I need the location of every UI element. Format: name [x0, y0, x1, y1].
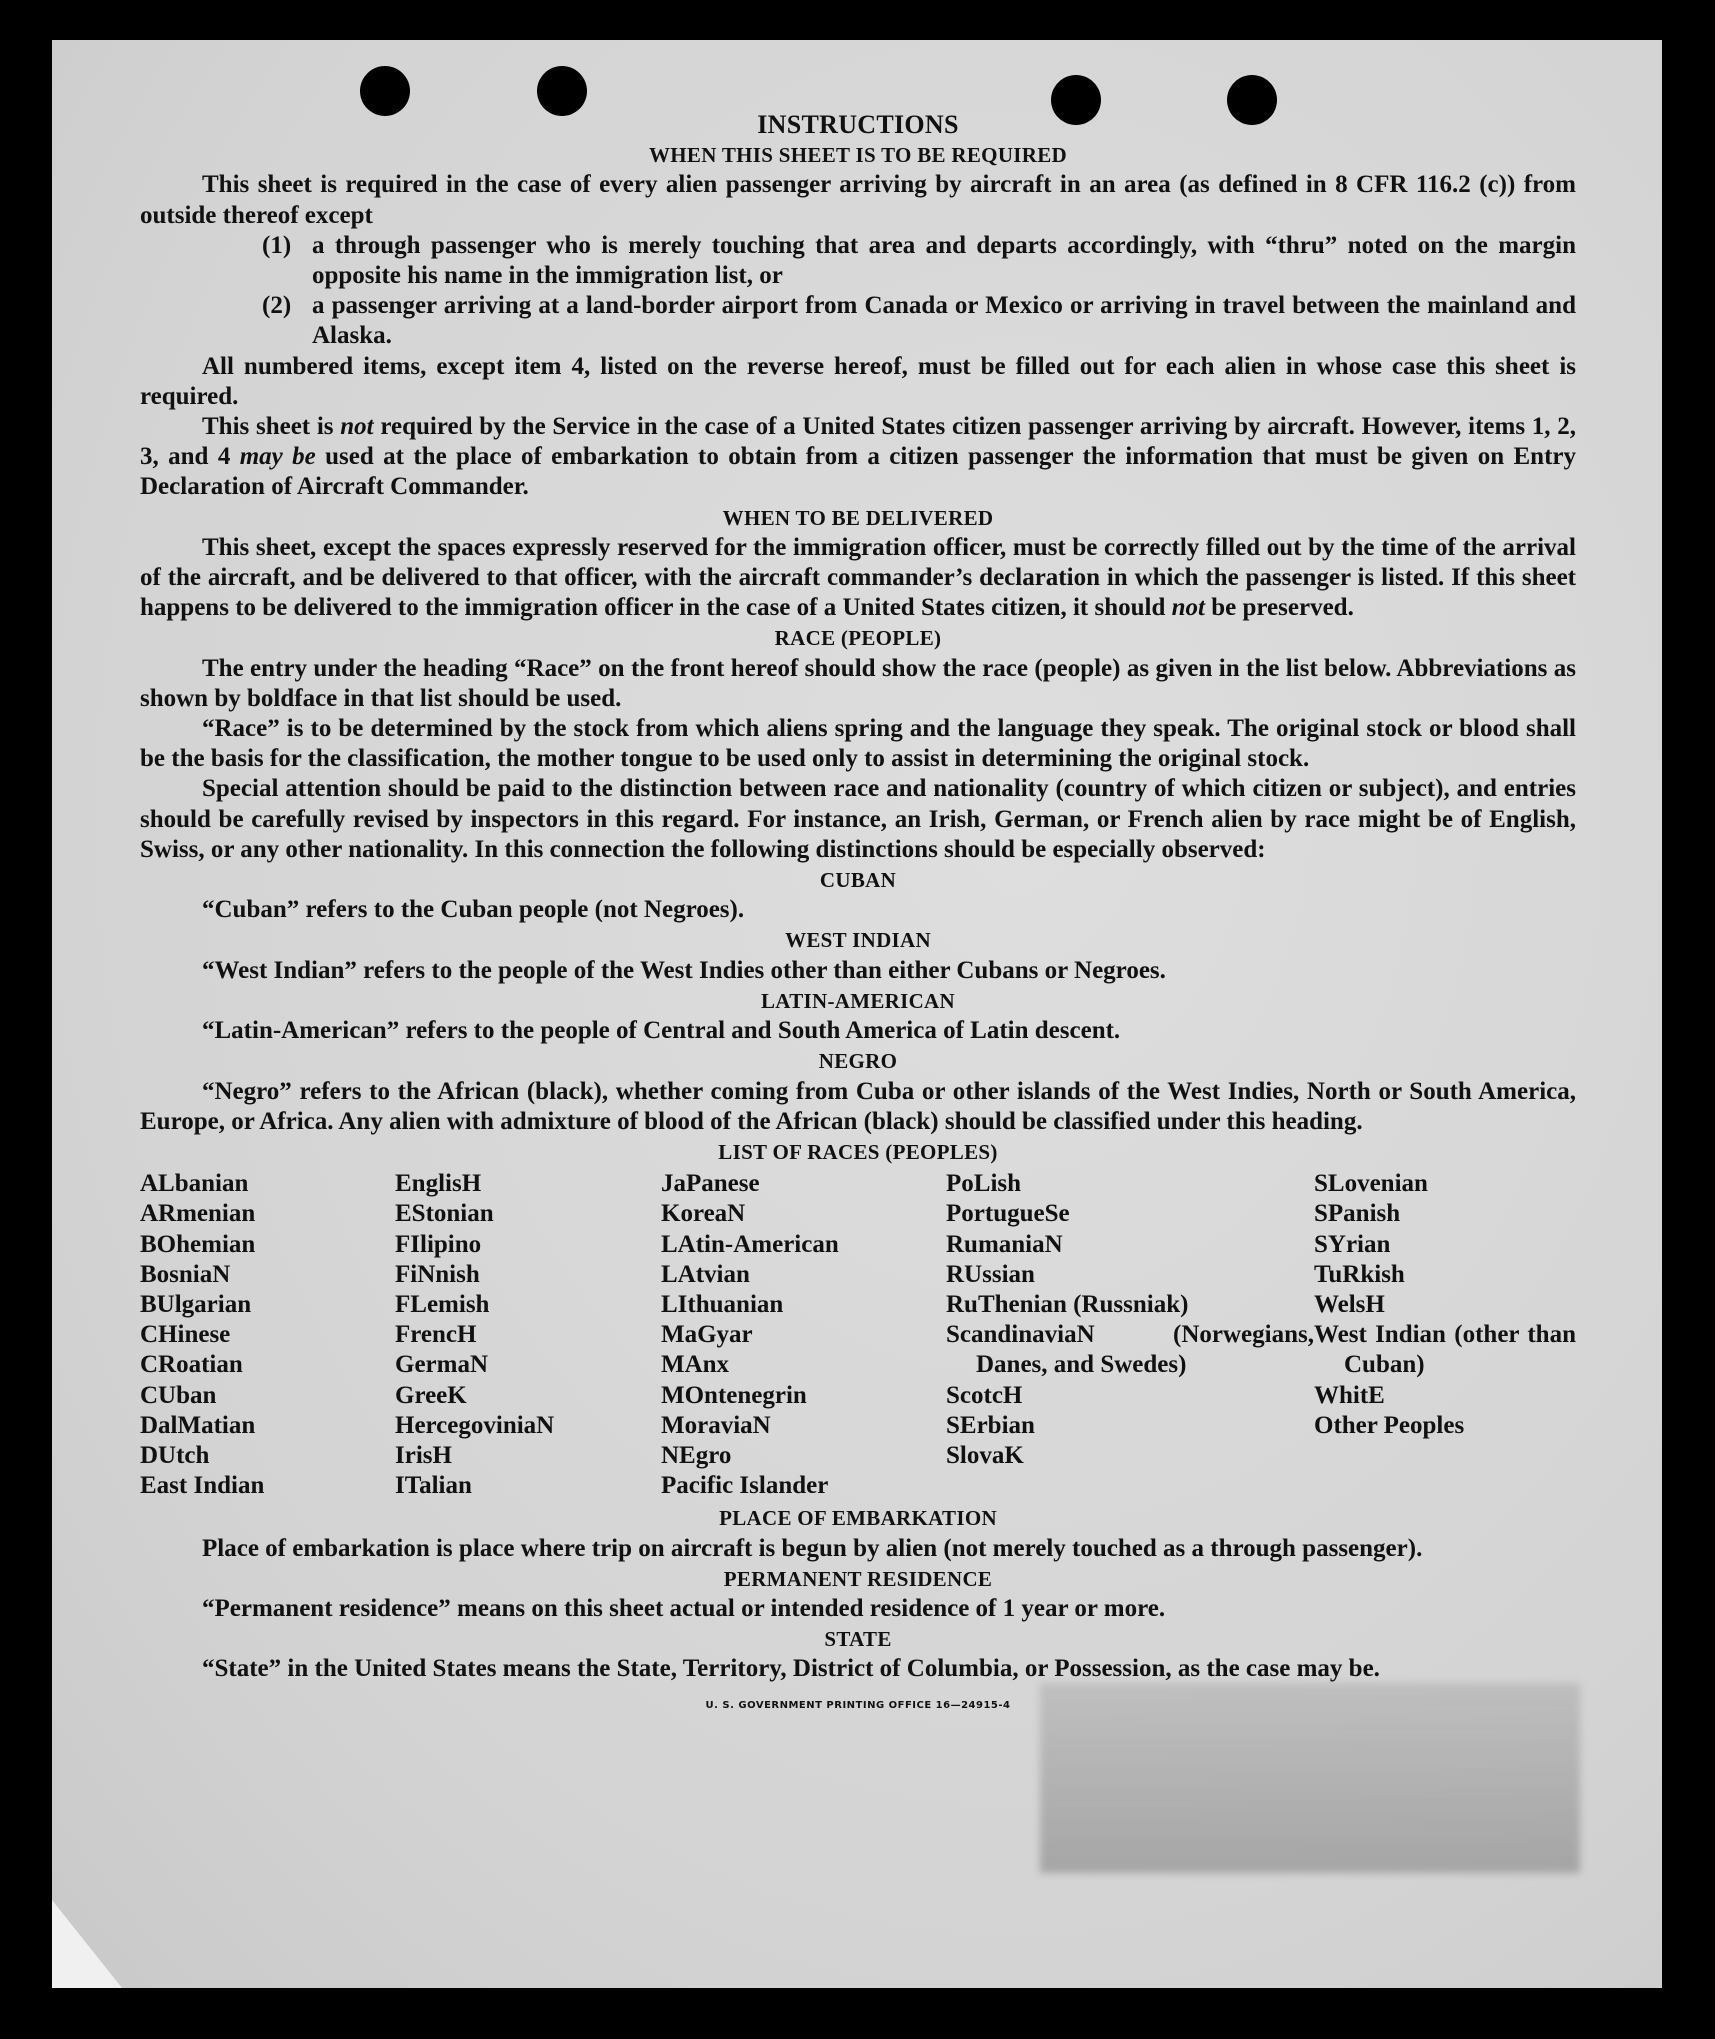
race-entry: FLemish: [395, 1290, 490, 1318]
list-item: [140, 231, 1576, 291]
paragraph: “Permanent residence” means on this sheet actual or intended residence of 1 year or more.: [202, 1594, 1166, 1622]
paragraph: Place of embarkation is place where trip on aircraft is begun by alien (not merely touched as a through passenger).: [202, 1534, 1423, 1562]
race-entry: RumaniaN: [946, 1230, 1063, 1258]
race-entry: FrencH: [395, 1321, 477, 1349]
race-entry: WelsH: [1314, 1290, 1385, 1318]
section-heading: STATE: [824, 1627, 892, 1652]
text: used at the place of embarkation to obtain from a citizen passenger the information that must be given on Entry Declaration of Aircraft Commander.: [140, 443, 1576, 501]
paragraph: “State” in the United States means the State, Territory, District of Columbia, or Possession, as the case may be.: [202, 1655, 1380, 1683]
races-column: [140, 1169, 395, 1501]
punch-hole: [537, 66, 587, 116]
emphasis: may be: [239, 443, 316, 471]
paragraph: This sheet is required in the case of every alien passenger arriving by aircraft in an area (as defined in 8 CFR 116.2 (c)) from outside thereof except: [140, 171, 1576, 229]
races-column: [661, 1169, 946, 1501]
race-entry: NEgro: [661, 1441, 732, 1469]
race-entry: West Indian (other than Cuban): [1314, 1321, 1576, 1379]
race-entry: IrisH: [395, 1441, 452, 1469]
page-title: INSTRUCTIONS: [757, 110, 959, 139]
printer-imprint: U. S. GOVERNMENT PRINTING OFFICE 16—24915-4: [705, 1699, 1011, 1711]
paragraph: [140, 412, 1576, 503]
race-entry: FIlipino: [395, 1230, 482, 1258]
race-entry: CRoatian: [140, 1351, 243, 1379]
section-heading: CUBAN: [819, 868, 897, 893]
paragraph: All numbered items, except item 4, listed on the reverse hereof, must be filled out for each alien in whose case this sheet is required.: [140, 352, 1576, 410]
section-heading: NEGRO: [818, 1049, 898, 1074]
text: This sheet is: [202, 413, 341, 441]
paragraph: “Cuban” refers to the Cuban people (not Negroes).: [202, 896, 745, 924]
section-heading: WHEN THIS SHEET IS TO BE REQUIRED: [648, 143, 1067, 168]
races-column: [1314, 1169, 1576, 1501]
section-heading: WEST INDIAN: [785, 928, 931, 953]
text: This sheet, except the spaces expressly reserved for the immigration officer, must be correctly filled out by the time of the arrival of the aircraft, and be delivered to that officer, with the aircraft commander’s declaration in which the passenger is listed. If this sheet happens to be delivered to the immigration officer in the case of a United States citizen, it should: [140, 533, 1576, 622]
emphasis: not: [1171, 594, 1205, 622]
section-heading: WHEN TO BE DELIVERED: [722, 505, 994, 530]
race-entry: Other Peoples: [1314, 1411, 1465, 1439]
race-entry: PoLish: [946, 1170, 1022, 1198]
races-column: [946, 1169, 1314, 1501]
section-heading: RACE (PEOPLE): [774, 626, 942, 651]
item-number: (2): [262, 292, 292, 320]
race-entry: FiNnish: [395, 1260, 480, 1288]
races-column: [395, 1169, 661, 1501]
race-entry: GermaN: [395, 1351, 489, 1379]
race-entry: ALbanian: [140, 1170, 249, 1198]
race-entry: PortugueSe: [946, 1200, 1070, 1228]
section-heading: LIST OF RACES (PEOPLES): [718, 1139, 998, 1164]
race-entry: SYrian: [1314, 1230, 1391, 1258]
race-entry: BUlgarian: [140, 1290, 252, 1318]
race-entry: MaGyar: [661, 1321, 753, 1349]
paragraph: Special attention should be paid to the distinction between race and nationality (country of which citizen or subject), and entries should be carefully revised by inspectors in this regard. For instance, an Irish, German, or French alien by race might be of English, Swiss, or any other nationality. In this connection the following distinctions should be especially observed:: [140, 775, 1576, 863]
instructions-content: [140, 110, 1576, 1721]
race-entry: SPanish: [1314, 1200, 1401, 1228]
race-entry: SLovenian: [1314, 1170, 1428, 1198]
race-entry: LAtin-American: [661, 1230, 839, 1258]
paragraph: The entry under the heading “Race” on the front hereof should show the race (people) as given in the list below. Abbreviations as shown by boldface in that list should be used.: [140, 654, 1576, 712]
paragraph: “Latin-American” refers to the people of Central and South America of Latin descent.: [202, 1017, 1121, 1045]
race-entry: CHinese: [140, 1321, 231, 1349]
race-entry: SErbian: [946, 1411, 1035, 1439]
race-entry: ScandinaviaN (Norwegians, Danes, and Swedes): [946, 1321, 1314, 1379]
item-text: a through passenger who is merely touching that area and departs accordingly, with “thru” noted on the margin opposite his name in the immigration list, or: [312, 231, 1576, 290]
section-heading: PLACE OF EMBARKATION: [719, 1506, 997, 1531]
list-item: [140, 291, 1576, 351]
race-entry: LIthuanian: [661, 1290, 784, 1318]
race-entry: GreeK: [395, 1381, 467, 1409]
race-entry: DalMatian: [140, 1411, 256, 1439]
emphasis: not: [340, 413, 374, 441]
race-entry: BOhemian: [140, 1230, 256, 1258]
race-entry: JaPanese: [661, 1170, 760, 1198]
race-entry: SlovaK: [946, 1441, 1024, 1469]
race-entry: MOntenegrin: [661, 1381, 807, 1409]
race-entry: EnglisH: [395, 1170, 482, 1198]
race-entry: ARmenian: [140, 1200, 256, 1228]
race-entry: RUssian: [946, 1260, 1035, 1288]
race-entry: EStonian: [395, 1200, 494, 1228]
race-entry: East Indian: [140, 1472, 265, 1500]
paragraph: “West Indian” refers to the people of the West Indies other than either Cubans or Negroes.: [202, 956, 1166, 984]
race-entry: BosniaN: [140, 1260, 231, 1288]
race-entry: KoreaN: [661, 1200, 746, 1228]
race-entry: HercegoviniaN: [395, 1411, 555, 1439]
race-entry: WhitE: [1314, 1381, 1385, 1409]
race-entry: MAnx: [661, 1351, 730, 1379]
punch-hole: [360, 66, 410, 116]
race-entry: CUban: [140, 1381, 217, 1409]
section-heading: LATIN-AMERICAN: [761, 988, 955, 1013]
race-entry: TuRkish: [1314, 1260, 1405, 1288]
race-entry: RuThenian (Russniak): [946, 1290, 1189, 1318]
race-entry: DUtch: [140, 1441, 210, 1469]
paragraph: “Race” is to be determined by the stock from which aliens spring and the language they speak. The original stock or blood shall be the basis for the classification, the mother tongue to be used only to assist in determining the original stock.: [140, 715, 1576, 773]
race-entry: LAtvian: [661, 1260, 750, 1288]
races-list: [140, 1169, 1576, 1501]
item-number: (1): [262, 231, 292, 259]
race-entry: Pacific Islander: [661, 1472, 829, 1500]
race-entry: ITalian: [395, 1472, 472, 1500]
race-entry: MoraviaN: [661, 1411, 771, 1439]
section-heading: PERMANENT RESIDENCE: [723, 1566, 993, 1591]
item-text: a passenger arriving at a land-border airport from Canada or Mexico or arriving in travel between the mainland and Alaska.: [312, 292, 1576, 350]
paragraph: [140, 533, 1576, 624]
text: be preserved.: [1205, 594, 1354, 622]
paragraph: “Negro” refers to the African (black), whether coming from Cuba or other islands of the West Indies, North or South America, Europe, or Africa. Any alien with admixture of blood of the African (black) should be classified under this heading.: [140, 1077, 1576, 1135]
text: required by the Service in the case of a United States citizen passenger arriving by aircraft. However, items 1, 2, 3, and 4: [140, 413, 1576, 471]
race-entry: ScotcH: [946, 1381, 1023, 1409]
